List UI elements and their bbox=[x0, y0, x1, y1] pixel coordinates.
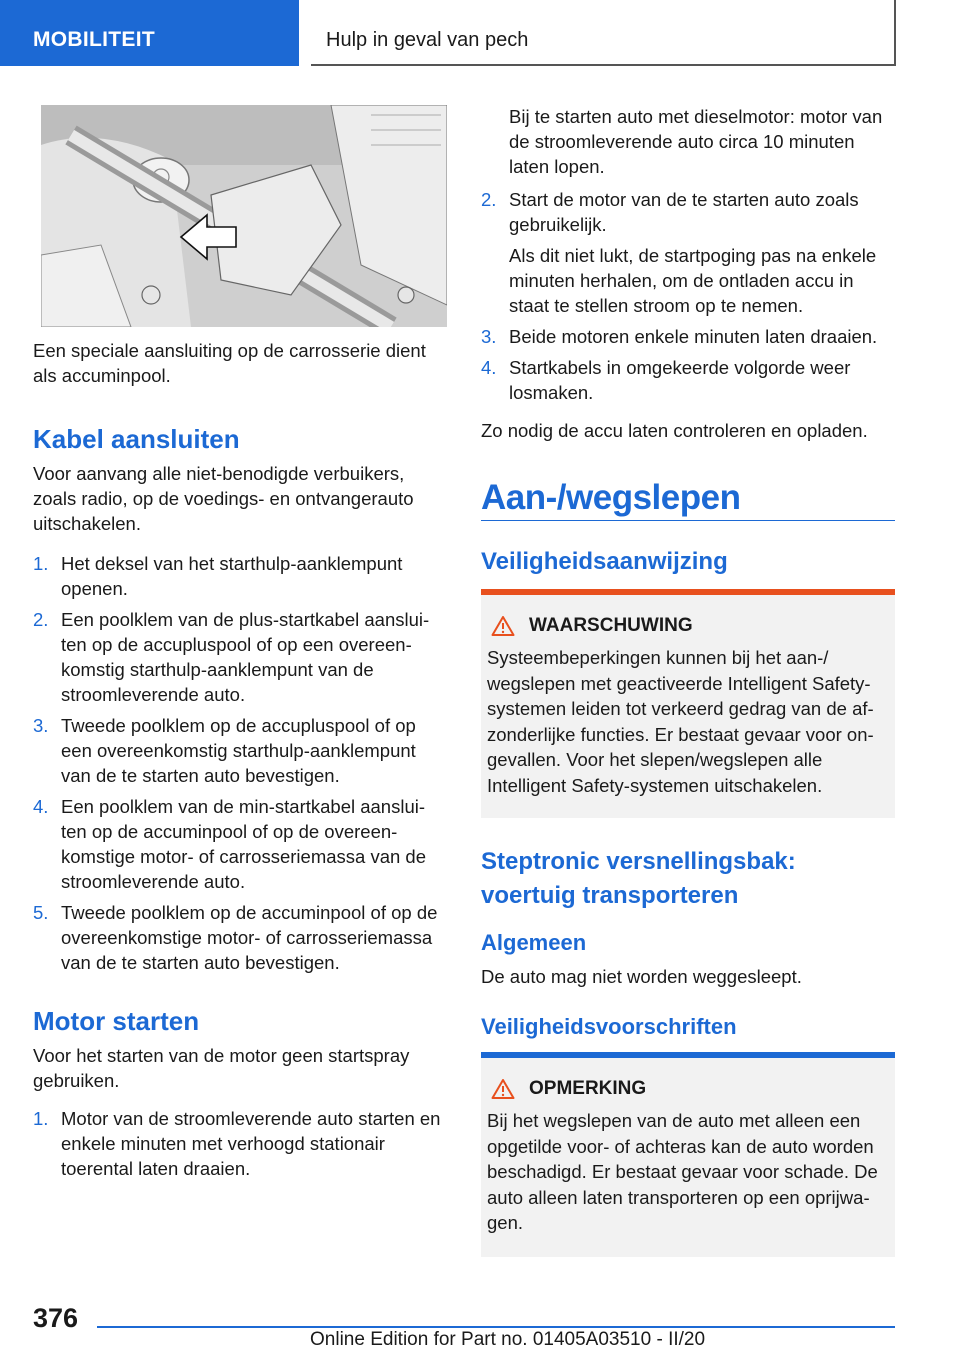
motor-intro: Voor het starten van de motor geen startspray gebruiken. bbox=[33, 1045, 410, 1091]
header-section-tab bbox=[0, 0, 299, 66]
list-item: 2. Een poolklem van de plus-startkabel aansluiten op de accupluspool of op een overeenkomstig starthulp-aanklempunt van de stroomleverende auto. bbox=[33, 609, 430, 705]
list-item: 5. Tweede poolklem op de accuminpool of op de overeenkomstige motor- of carrosseriemassa van de te starten auto bevestigen. bbox=[33, 902, 438, 973]
heading-rule bbox=[481, 520, 895, 521]
engine-bay-figure bbox=[41, 105, 447, 327]
kabel-steps-list bbox=[33, 551, 443, 981]
continued-text: Bij te starten auto met dieselmotor: motor van de stroomleverende auto circa 10 minuten laten lopen. bbox=[509, 106, 883, 177]
warning-title: WAARSCHUWING bbox=[491, 615, 693, 637]
kabel-intro: Voor aanvang alle niet-benodigde verbuikers, zoals radio, op de voedings- en ontvangerauto uitschakelen. bbox=[33, 463, 414, 534]
footer-rule bbox=[97, 1326, 895, 1328]
algemeen-text: De auto mag niet worden weggesleept. bbox=[481, 966, 802, 987]
section-title: MOBILITEIT bbox=[33, 28, 155, 51]
header-chapter bbox=[311, 0, 896, 66]
heading-veiligheidsvoorschriften: Veiligheidsvoorschriften bbox=[481, 1014, 737, 1039]
list-item: 3. Tweede poolklem op de accupluspool of op een overeenkomstig starthulp-aanklempunt van de te starten auto bevestigen. bbox=[33, 715, 416, 786]
heading-motor-starten: Motor starten bbox=[33, 1006, 200, 1036]
warning-box bbox=[481, 589, 895, 818]
list-item: 3. Beide motoren enkele minuten laten draaien. bbox=[481, 326, 878, 347]
list-item: 2. Start de motor van de te starten auto zoals gebruikelijk. Als dit niet lukt, de startpoging pas na enkele minuten herhalen, om de ontladen accu in staat te stellen stroom op te nemen. bbox=[481, 189, 877, 316]
list-item: 4. Startkabels in omgekeerde volgorde weer losmaken. bbox=[481, 357, 851, 403]
motor-steps-list bbox=[33, 1106, 443, 1187]
start-steps-list bbox=[481, 187, 895, 411]
heading-kabel-aansluiten: Kabel aansluiten bbox=[33, 424, 240, 454]
list-item: 1. Motor van de stroomleverende auto starten en enkele minuten met verhoogd stationair toerental laten draaien. bbox=[33, 1108, 441, 1179]
footer-edition: Online Edition for Part no. 01405A03510 - II/20 bbox=[310, 1329, 706, 1350]
after-text: Zo nodig de accu laten controleren en opladen. bbox=[481, 420, 868, 441]
figure-caption: Een speciale aansluiting op de carrosserie dient als accuminpool. bbox=[33, 340, 426, 386]
heading-steptronic: Steptronic versnellingsbak: voertuig transporteren bbox=[481, 848, 796, 909]
engine-bay-illustration bbox=[41, 105, 447, 327]
note-title: OPMERKING bbox=[491, 1078, 646, 1100]
note-bar bbox=[481, 1052, 895, 1058]
note-box bbox=[481, 1052, 895, 1257]
warning-triangle-icon bbox=[491, 615, 515, 637]
warning-bar bbox=[481, 589, 895, 595]
page-number: 376 bbox=[33, 1303, 79, 1333]
warning-triangle-icon bbox=[491, 1078, 515, 1100]
heading-veiligheidsaanwijzing: Veiligheidsaanwijzing bbox=[481, 548, 728, 575]
heading-algemeen: Algemeen bbox=[481, 930, 587, 955]
list-item: 1. Het deksel van het starthulp-aanklempunt openen. bbox=[33, 553, 403, 599]
note-text: Bij het wegslepen van de auto met alleen een opgetilde voor- of achteras kan de auto worden beschadigd. Er bestaat gevaar voor schade. De auto alleen laten transporteren op een oprijwagen. bbox=[487, 1110, 878, 1233]
warning-text: Systeembeperkingen kunnen bij het aan-/ wegslepen met geactiveerde Intelligent Safety-systemen leiden tot verkeerd gedrag van de afzonderlijke functies. Er bestaat gevaar voor ongevallen. Voor het slepen/wegslepen alle Intelligent Safety-systemen uitschakelen. bbox=[487, 647, 874, 796]
chapter-title: Hulp in geval van pech bbox=[326, 29, 529, 51]
list-item: 4. Een poolklem van de min-startkabel aansluiten op de accuminpool of op de overeenkomstige motor- of carrosseriemassa van de stroomleverende auto. bbox=[33, 796, 426, 892]
heading-aan-wegslepen: Aan-/wegslepen bbox=[481, 478, 741, 517]
